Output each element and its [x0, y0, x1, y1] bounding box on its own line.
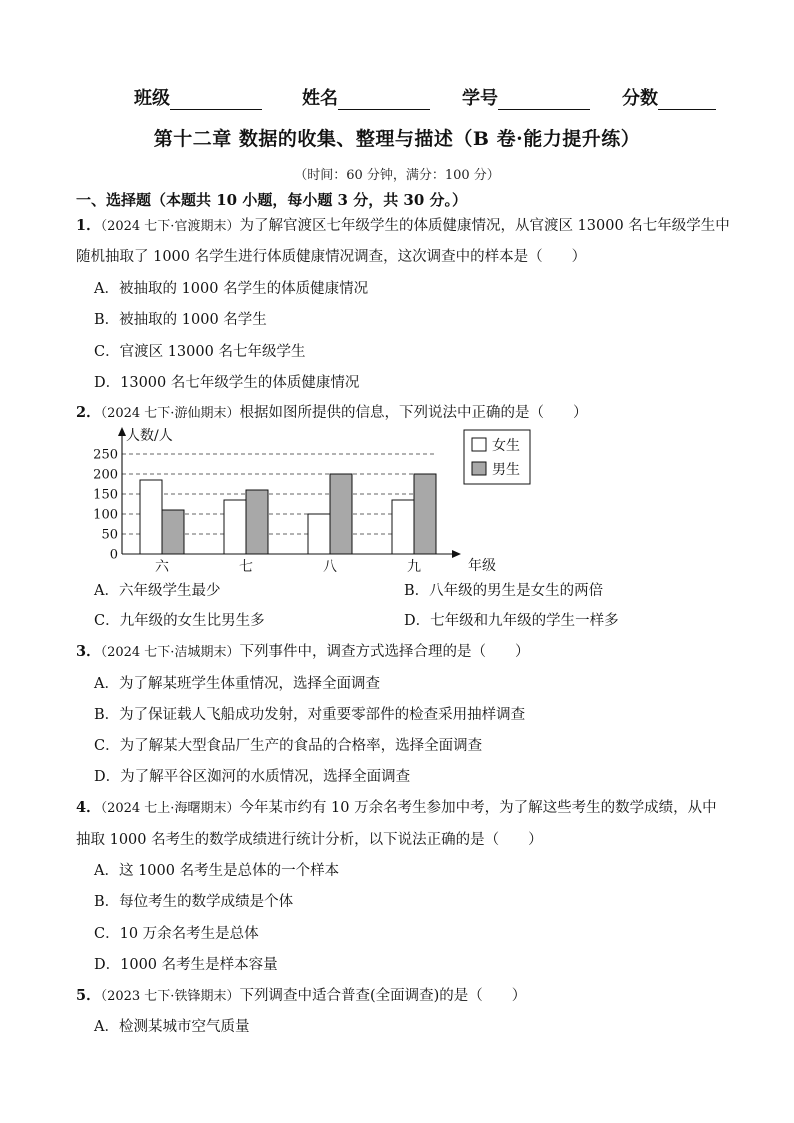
y-tick-label: 0	[109, 547, 118, 563]
question-1-line-2: 随机抽取了 1000 名学生进行体质健康情况调查，这次调查中的样本是（ ）	[76, 249, 587, 265]
student-id-label: 学号	[462, 88, 498, 109]
y-tick-label: 150	[93, 487, 118, 503]
question-number: 3．	[76, 643, 101, 660]
x-tick-label: 六	[155, 559, 169, 574]
bar-female	[392, 500, 414, 554]
grade-gender-bar-chart	[76, 424, 536, 574]
question-source: （2024 七下·洁城期末）	[100, 645, 240, 660]
legend-swatch	[472, 462, 486, 475]
question-2-option-b[interactable]: B．八年级的男生是女生的两倍	[404, 583, 604, 599]
student-id-field	[462, 84, 590, 110]
question-number: 4．	[76, 799, 101, 816]
question-text: 为了解官渡区七年级学生的体质健康情况，从官渡区 13000 名七年级学生中	[239, 218, 730, 234]
x-axis-arrow	[452, 550, 461, 558]
question-1-line-1	[76, 216, 730, 237]
question-1-option-a[interactable]: A．被抽取的 1000 名学生的体质健康情况	[94, 281, 369, 297]
legend-swatch	[472, 438, 486, 451]
question-4-option-a[interactable]: A．这 1000 名考生是总体的一个样本	[94, 863, 340, 879]
question-1-option-d[interactable]: D．13000 名七年级学生的体质健康情况	[94, 375, 360, 391]
question-text: 下列事件中，调查方式选择合理的是（ ）	[239, 644, 530, 660]
bar-male	[414, 474, 436, 554]
question-3-option-b[interactable]: B．为了保证载人飞船成功发射，对重要零部件的检查采用抽样调查	[94, 707, 526, 723]
y-axis-label: 人数/人	[126, 428, 173, 444]
y-tick-label: 200	[93, 467, 118, 483]
question-5-line-1	[76, 986, 526, 1007]
question-2-option-d[interactable]: D．七年级和九年级的学生一样多	[404, 613, 619, 629]
question-3-line-1	[76, 642, 529, 663]
question-2-line-1	[76, 403, 587, 424]
name-label: 姓名	[302, 88, 338, 109]
question-3-option-a[interactable]: A．为了解某班学生体重情况，选择全面调查	[94, 676, 380, 692]
y-tick-label: 50	[101, 527, 118, 543]
score-field	[622, 84, 716, 110]
score-blank[interactable]	[658, 89, 716, 110]
page-title: 第十二章 数据的收集、整理与描述（B 卷·能力提升练）	[153, 128, 641, 150]
x-tick-label: 九	[407, 559, 421, 574]
question-4-option-d[interactable]: D．1000 名考生是样本容量	[94, 957, 278, 973]
class-blank[interactable]	[170, 89, 262, 110]
question-1-option-c[interactable]: C．官渡区 13000 名七年级学生	[94, 344, 306, 360]
question-text: 下列调查中适合普查(全面调查)的是（ ）	[239, 988, 527, 1004]
question-text: 根据如图所提供的信息，下列说法中正确的是（ ）	[239, 405, 588, 421]
student-info-header	[134, 84, 734, 112]
question-2-option-a[interactable]: A．六年级学生最少	[94, 583, 221, 599]
question-4-option-b[interactable]: B．每位考生的数学成绩是个体	[94, 894, 294, 910]
question-5-option-a[interactable]: A．检测某城市空气质量	[94, 1019, 250, 1035]
x-tick-label: 七	[239, 559, 253, 574]
question-number: 5．	[76, 987, 101, 1004]
score-label: 分数	[622, 88, 658, 109]
question-source: （2023 七下·铁锋期末）	[100, 989, 240, 1004]
section-title: 一、选择题（本题共 10 小题，每小题 3 分，共 30 分。）	[76, 191, 468, 209]
y-tick-label: 250	[93, 447, 118, 463]
question-4-option-c[interactable]: C．10 万余名考生是总体	[94, 926, 259, 942]
question-4-line-2: 抽取 1000 名考生的数学成绩进行统计分析，以下说法正确的是（ ）	[76, 832, 543, 848]
bar-female	[224, 500, 246, 554]
question-source: （2024 七下·游仙期末）	[100, 406, 240, 421]
class-label: 班级	[134, 88, 170, 109]
x-tick-label: 八	[323, 559, 337, 574]
y-axis-arrow	[118, 427, 126, 436]
y-tick-label: 100	[93, 507, 118, 523]
bar-female	[308, 514, 330, 554]
question-text: 今年某市约有 10 万余名考生参加中考，为了解这些考生的数学成绩，从中	[239, 800, 717, 816]
legend-label: 男生	[492, 462, 520, 478]
class-field	[134, 84, 262, 110]
question-source: （2024 七下·官渡期末）	[100, 219, 240, 234]
x-axis-label: 年级	[468, 558, 496, 574]
page-subtitle: （时间：60 分钟，满分：100 分）	[294, 168, 500, 183]
legend-label: 女生	[492, 438, 520, 454]
name-blank[interactable]	[338, 89, 430, 110]
question-source: （2024 七上·海曙期末）	[100, 801, 240, 816]
bar-female	[140, 480, 162, 554]
bar-chart-svg	[76, 424, 536, 574]
question-number: 1．	[76, 217, 101, 234]
question-1-option-b[interactable]: B．被抽取的 1000 名学生	[94, 312, 267, 328]
question-2-option-c[interactable]: C．九年级的女生比男生多	[94, 613, 265, 629]
question-3-option-c[interactable]: C．为了解某大型食品厂生产的食品的合格率，选择全面调查	[94, 738, 483, 754]
student-id-blank[interactable]	[498, 89, 590, 110]
question-4-line-1	[76, 798, 717, 819]
bar-male	[330, 474, 352, 554]
name-field	[302, 84, 430, 110]
question-number: 2．	[76, 404, 101, 421]
question-3-option-d[interactable]: D．为了解平谷区洳河的水质情况，选择全面调查	[94, 769, 411, 785]
bar-male	[162, 510, 184, 554]
bar-male	[246, 490, 268, 554]
